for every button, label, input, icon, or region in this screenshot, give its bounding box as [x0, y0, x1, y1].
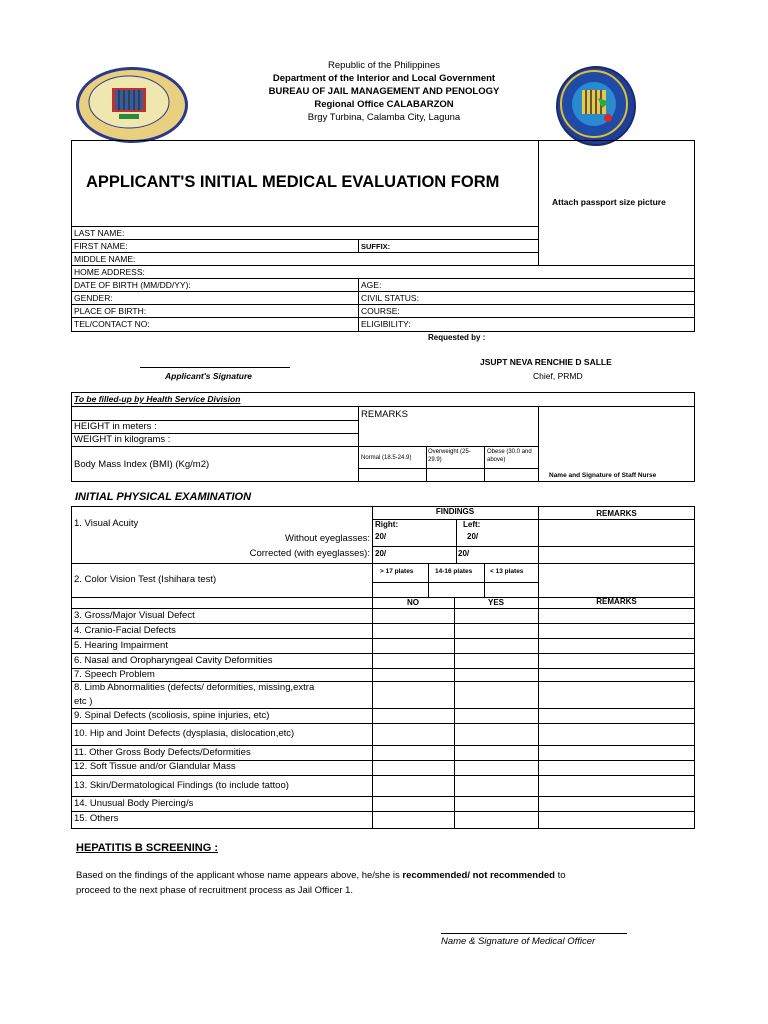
hepatitis-heading: HEPATITIS B SCREENING :	[76, 842, 218, 854]
plates-17-option[interactable]: > 17 plates	[380, 568, 414, 575]
without-right-value[interactable]: 20/	[375, 532, 387, 541]
medical-officer-signature-line[interactable]	[441, 933, 627, 934]
exam-item-8: 8. Limb Abnormalities (defects/ deformities, missing,extra	[74, 682, 315, 693]
exam-item-10: 10. Hip and Joint Defects (dysplasia, dislocation,etc)	[74, 728, 295, 739]
health-service-heading: To be filled-up by Health Service Division	[74, 394, 241, 404]
height-field[interactable]: HEIGHT in meters :	[74, 421, 157, 432]
right-eye-label: Right:	[375, 520, 399, 529]
exam-item-14: 14. Unusual Body Piercing/s	[74, 798, 194, 809]
physical-exam-heading: INITIAL PHYSICAL EXAMINATION	[75, 491, 252, 503]
remarks-header-2: REMARKS	[596, 597, 637, 606]
exam-item-13: 13. Skin/Dermatological Findings (to include tattoo)	[74, 780, 289, 791]
exam-item-4: 4. Cranio-Facial Defects	[74, 625, 176, 636]
bmi-overweight-option[interactable]: Overweight (25-29.9)	[428, 449, 471, 463]
exam-item-8-cont: etc )	[74, 696, 93, 707]
bmi-remarks-header: REMARKS	[361, 409, 408, 420]
medical-officer-label: Name & Signature of Medical Officer	[441, 936, 596, 947]
suffix-field[interactable]: SUFFIX:	[361, 242, 391, 251]
bmi-normal-option[interactable]: Normal (18.5-24.9)	[361, 455, 412, 461]
corrected-right-value[interactable]: 20/	[375, 549, 387, 558]
plates-14-16-option[interactable]: 14-16 plates	[435, 568, 473, 575]
chief-title: Chief, PRMD	[533, 371, 583, 381]
calabarzon-seal-icon	[556, 66, 636, 146]
hepatitis-statement-line2: proceed to the next phase of recruitment process as Jail Officer 1.	[76, 885, 354, 896]
header-regional-office: Regional Office CALABARZON	[314, 99, 454, 110]
photo-placeholder: Attach passport size picture	[552, 197, 666, 207]
course-field[interactable]: COURSE:	[361, 306, 400, 316]
yes-header: YES	[487, 598, 504, 607]
staff-nurse-label: Name and Signature of Staff Nurse	[549, 472, 657, 479]
bmi-field[interactable]: Body Mass Index (BMI) (Kg/m2)	[74, 459, 210, 470]
exam-item-9: 9. Spinal Defects (scoliosis, spine injuries, etc)	[74, 710, 270, 721]
applicant-signature-line[interactable]	[140, 367, 290, 368]
recommendation-choice[interactable]: recommended/ not recommended	[402, 870, 555, 881]
hepatitis-statement-line1: Based on the findings of the applicant whose name appears above, he/she is recommended/ not recommended to	[76, 870, 566, 881]
applicant-signature-label: Applicant's Signature	[165, 371, 253, 381]
no-header: NO	[407, 598, 419, 607]
form-title: APPLICANT'S INITIAL MEDICAL EVALUATION FORM	[86, 173, 500, 191]
header-bureau: BUREAU OF JAIL MANAGEMENT AND PENOLOGY	[268, 86, 500, 97]
remarks-header: REMARKS	[596, 509, 637, 518]
findings-header: FINDINGS	[435, 507, 475, 516]
civil-status-field[interactable]: CIVIL STATUS:	[361, 293, 419, 303]
bjmp-seal-icon	[76, 67, 188, 143]
home-address-field[interactable]: HOME ADDRESS:	[74, 267, 145, 277]
plates-13-option[interactable]: < 13 plates	[490, 568, 524, 575]
exam-item-5: 5. Hearing Impairment	[74, 640, 168, 651]
last-name-field[interactable]: LAST NAME:	[74, 228, 125, 238]
gender-field[interactable]: GENDER:	[74, 293, 113, 303]
bmi-obese-option[interactable]: Obese (30.0 and above)	[487, 449, 532, 463]
middle-name-field[interactable]: MIDDLE NAME:	[74, 254, 136, 264]
corrected-left-value[interactable]: 20/	[458, 549, 470, 558]
age-field[interactable]: AGE:	[361, 280, 382, 290]
first-name-field[interactable]: FIRST NAME:	[74, 241, 128, 251]
without-eyeglasses-label: Without eyeglasses:	[284, 533, 370, 544]
eligibility-field[interactable]: ELIGIBILITY:	[361, 319, 411, 329]
without-left-value[interactable]: 20/	[467, 532, 479, 541]
contact-field[interactable]: TEL/CONTACT NO:	[74, 319, 150, 329]
chief-name: JSUPT NEVA RENCHIE D SALLE	[480, 357, 612, 367]
exam-item-3: 3. Gross/Major Visual Defect	[74, 610, 195, 621]
place-of-birth-field[interactable]: PLACE OF BIRTH:	[74, 306, 147, 316]
left-eye-label: Left:	[463, 520, 481, 529]
dob-field[interactable]: DATE OF BIRTH (MM/DD/YY):	[74, 280, 191, 290]
header-department: Department of the Interior and Local Government	[272, 73, 496, 84]
color-vision-label: 2. Color Vision Test (Ishihara test)	[74, 574, 217, 585]
exam-item-6: 6. Nasal and Oropharyngeal Cavity Deformities	[74, 655, 273, 666]
requested-by-label: Requested by :	[428, 333, 486, 342]
header-republic: Republic of the Philippines	[328, 60, 440, 71]
exam-item-12: 12. Soft Tissue and/or Glandular Mass	[74, 761, 236, 772]
corrected-eyeglasses-label: Corrected (with eyeglasses):	[249, 548, 370, 559]
exam-item-7: 7. Speech Problem	[74, 669, 155, 680]
header-address: Brgy Turbina, Calamba City, Laguna	[307, 112, 461, 123]
exam-item-15: 15. Others	[74, 813, 119, 824]
visual-acuity-label: 1. Visual Acuity	[74, 518, 139, 529]
weight-field[interactable]: WEIGHT in kilograms :	[74, 434, 171, 445]
exam-item-11: 11. Other Gross Body Defects/Deformities	[74, 747, 251, 758]
